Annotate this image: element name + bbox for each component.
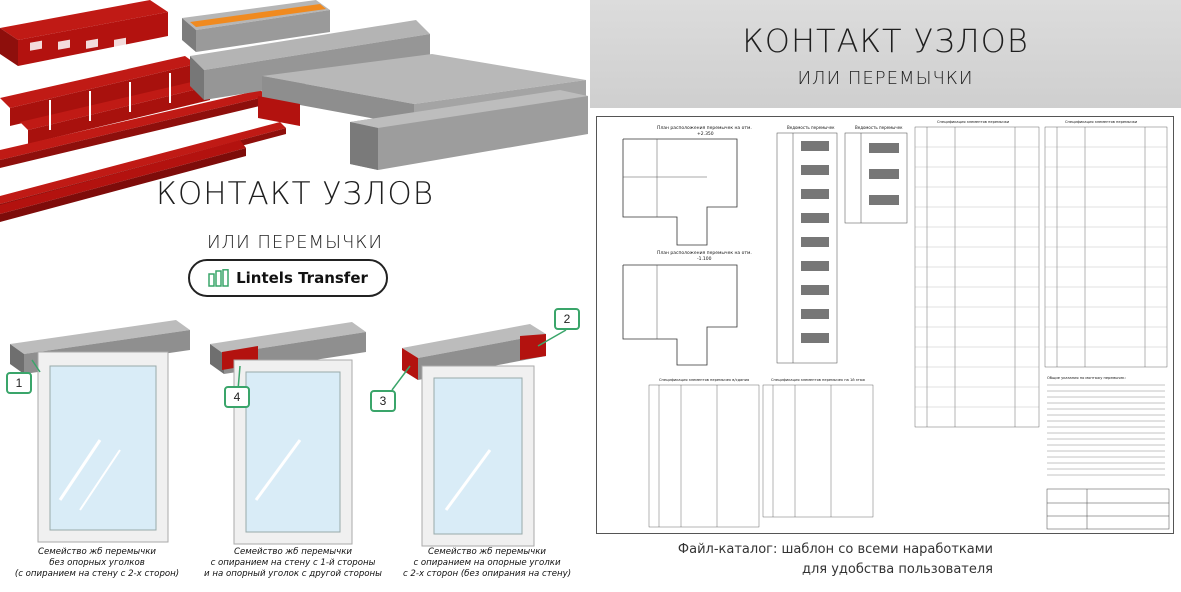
spec-table-1-rows xyxy=(915,147,1039,407)
plan-level-2: -1.100 xyxy=(697,257,712,262)
steel-angle-lintel-1 xyxy=(0,0,168,66)
marker-badge-4: 4 xyxy=(224,386,250,408)
marker-badge-3: 3 xyxy=(370,390,396,412)
notes-lines xyxy=(1047,385,1165,475)
caption-family-1: Семейство жб перемычки без опорных уголков (с опиранием на стену с 2-х сторон) xyxy=(14,547,180,579)
bottom-spec-2 xyxy=(763,385,873,517)
spec-table-2-title: Спецификация элементов перемычки xyxy=(1065,120,1138,124)
right-caption-line-1: Файл-каталог: шаблон со всеми наработками xyxy=(677,542,993,557)
plan-title-1: План расположения перемычек на отм. xyxy=(657,126,752,131)
bottom-spec-2-title: Спецификация элементов перемычек на 1й этаж xyxy=(771,378,866,382)
left-title: КОНТАКТ УЗЛОВ xyxy=(155,176,435,212)
bottom-spec-1 xyxy=(649,385,759,527)
spec-table-1-title: Спецификация элементов перемычки xyxy=(937,120,1010,124)
left-panel xyxy=(0,0,590,592)
window-1 xyxy=(10,320,190,542)
detail-table-1-items xyxy=(801,141,829,343)
right-title: КОНТАКТ УЗЛОВ xyxy=(742,22,1029,60)
plan-title-2: План расположения перемычек на отм. xyxy=(657,251,752,256)
right-caption xyxy=(593,540,993,580)
caption-family-3: Семейство жб перемычки с опиранием на опорные уголки с 2-х сторон (без опирания на стену) xyxy=(402,547,572,579)
spec-table-1 xyxy=(915,127,1039,427)
left-subtitle: ИЛИ ПЕРЕМЫЧКИ xyxy=(206,232,384,253)
drawing-content xyxy=(597,117,1173,533)
floor-plan-2 xyxy=(623,265,737,365)
right-subtitle: ИЛИ ПЕРЕМЫЧКИ xyxy=(797,68,974,89)
right-caption-line-2: для удобства пользователя xyxy=(801,562,993,577)
notes-title: Общие указания по монтажу перемычек: xyxy=(1047,376,1126,380)
caption-family-2: Семейство жб перемычки с опиранием на стену с 1-й стороны и на опорный уголок с другой стороны xyxy=(204,547,382,579)
window-3 xyxy=(402,324,546,546)
detail-table-2-title: Ведомость перемычек xyxy=(855,125,903,130)
marker-badge-2: 2 xyxy=(554,308,580,330)
spec-table-2-rows xyxy=(1045,147,1167,347)
title-block xyxy=(1047,489,1169,529)
marker-badge-1: 1 xyxy=(6,372,32,394)
floor-plan-1 xyxy=(623,139,737,245)
detail-table-2-items xyxy=(869,143,899,205)
plugin-label: Lintels Transfer xyxy=(236,269,368,287)
bar-chart-icon xyxy=(208,269,230,287)
plugin-badge xyxy=(188,259,388,297)
plan-level-1: +2.350 xyxy=(697,132,714,137)
drawing-sheet xyxy=(596,116,1174,534)
detail-table-1-title: Ведомость перемычек xyxy=(787,125,835,130)
bottom-spec-1-title: Спецификация элементов перемычек в/сдания xyxy=(659,378,750,382)
window-2 xyxy=(210,322,366,544)
right-panel xyxy=(590,0,1181,592)
